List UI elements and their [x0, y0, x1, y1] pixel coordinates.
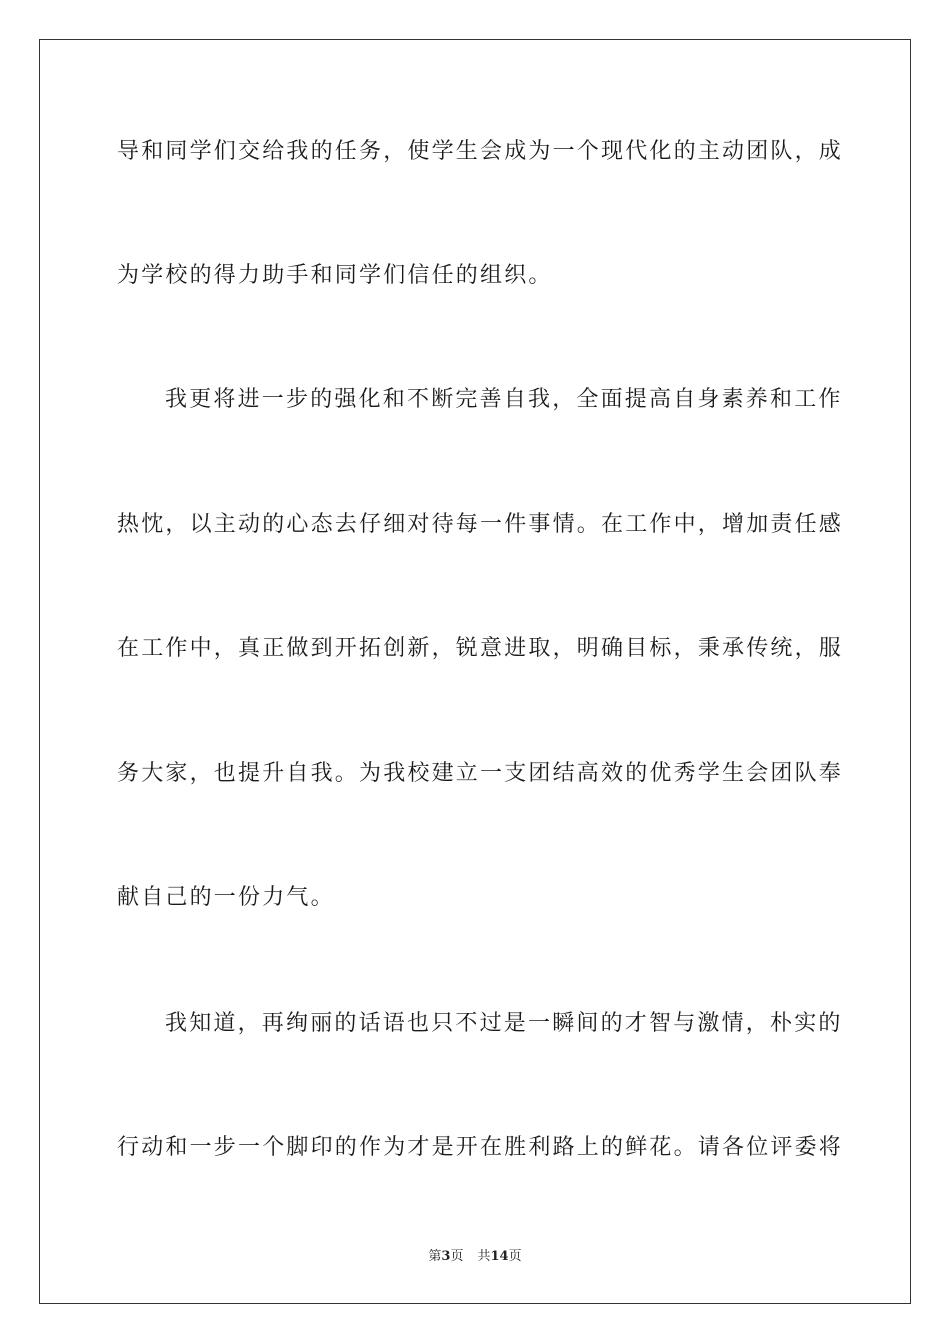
body-text-line: 我知道，再绚丽的话语也只不过是一瞬间的才智与激情，朴实的: [165, 1011, 843, 1036]
page-border: [39, 39, 911, 1304]
page-number-suffix: 页: [450, 1249, 464, 1264]
body-text-line: 行动和一步一个脚印的作为才是开在胜利路上的鲜花。请各位评委将: [117, 1135, 844, 1160]
page-number: 3: [441, 1249, 451, 1264]
body-text-line: 导和同学们交给我的任务，使学生会成为一个现代化的主动团队，成: [117, 139, 844, 164]
page-footer: [0, 1248, 950, 1266]
body-text-line: 献自己的一份力气。: [117, 885, 335, 910]
body-text-line: 在工作中，真正做到开拓创新，锐意进取，明确目标，秉承传统，服: [117, 636, 844, 661]
page-number-prefix: 第: [428, 1249, 442, 1264]
total-pages-prefix: 共: [477, 1249, 491, 1264]
body-text-line: 为学校的得力助手和同学们信任的组织。: [117, 263, 553, 288]
body-text-line: 热忱，以主动的心态去仔细对待每一件事情。在工作中，增加责任感: [117, 512, 844, 537]
total-pages-suffix: 页: [508, 1249, 522, 1264]
body-text-line: 我更将进一步的强化和不断完善自我，全面提高自身素养和工作: [165, 387, 843, 412]
body-text-line: 务大家，也提升自我。为我校建立一支团结高效的优秀学生会团队奉: [117, 761, 844, 786]
total-pages: 14: [490, 1249, 509, 1264]
